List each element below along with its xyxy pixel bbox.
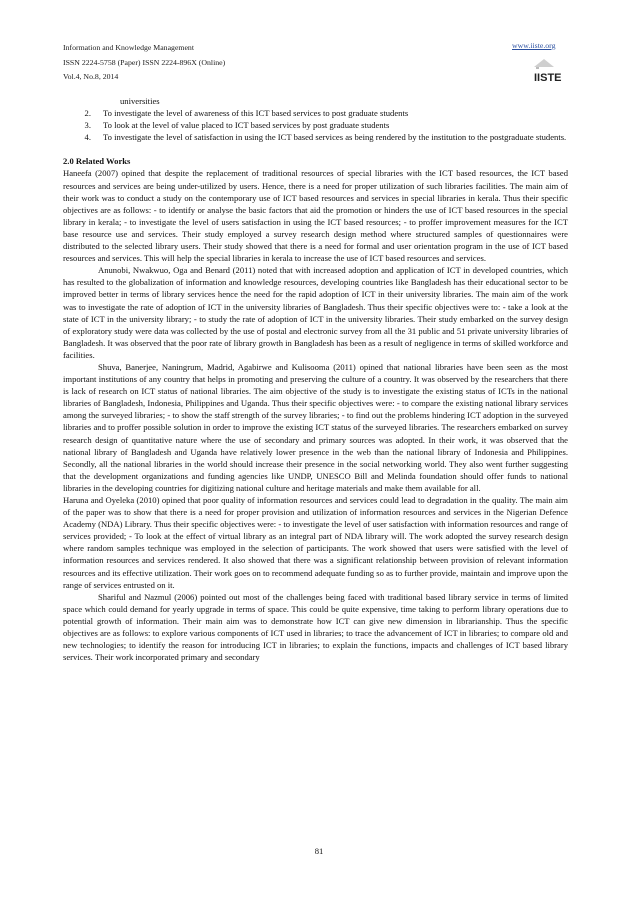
journal-header bbox=[63, 41, 225, 85]
journal-url-link[interactable]: www.iiste.org bbox=[512, 41, 556, 50]
list-item-number: 4. bbox=[84, 132, 91, 143]
iiste-logo bbox=[532, 57, 568, 83]
logo-text: IISTE bbox=[534, 72, 562, 83]
list-item-number: 3. bbox=[84, 120, 91, 131]
journal-title: Information and Knowledge Management bbox=[63, 43, 194, 52]
paragraph: Shariful and Nazmul (2006) pointed out most of the challenges being faced with traditional based library service in terms of limited space which could demand for yearly upgrade in terms of space. This could be quite expensive, time taking to perform library operations due to potential growth of information. Their main aim was to demonstrate how ICT can give new dimension in librarianship. Thus the specific objectives are as follows: to explore various components of ICT used in libraries; to trace the advancement of ICT in libraries; to compare old and new technologies; to identify the reason for introducing ICT in libraries; to explain the functions, impacts and challenges of ICT based library services. Their work incorporated primary and secondary bbox=[63, 591, 568, 663]
paragraph: Haruna and Oyeleka (2010) opined that poor quality of information resources and services could lead to degradation in the quality. The main aim of the paper was to show that there is a need for proper provision and utilization of information resources and services in the Nigerian Defence Academy (NDA) Library. Thus their specific objectives were: - to investigate the level of user satisfaction with information resources and range of services provided; - To look at the effect of virtual library as an integral part of NDA library will. The work adopted the survey research design where random samples technique was employed in the selection of participants. The work showed that users were satisfied with the level of information resources and services rendered. It also showed that there was a significant relationship between provision of relevant information resources and its effective utilization. Their work goes on to recommend adequate funding so as to further provide, maintain and improve upon the range of services entrusted on it. bbox=[63, 495, 568, 590]
page-body bbox=[63, 95, 568, 663]
list-item bbox=[63, 107, 568, 119]
paragraph: Shuva, Banerjee, Naningrum, Madrid, Agabirwe and Kulisooma (2011) opined that national libraries have been seen as the most important institutions of any country that helps in promoting and preserving the culture of a country. It was observed by the researchers that there is lack of research on ICT status of national libraries. The aim objective of the study is to investigate the existing status of ICTs in the national libraries of Bangladesh, Indonesia, Philippines and Uganda. Thus their specific objectives were: - to compare the existing national library services among the surveyed libraries; - to show the staff strength of the survey libraries; - to find out the problems hindering ICT adoption in the surveyed libraries and to proffer possible solution in order to improve the existing ICT status of the surveyed libraries. The researchers embarked on survey research design of quantitative nature where the use of secondary and primary sources was adopted. In their work, it was observed that the national library of Bangladesh and Uganda have relatively lower presence in the web than the national library of Indonesia and Philippines. Secondly, all the national libraries in the world should increase their presence in the social networking world. They also went further suggesting that the development organizations and funding agencies like UNDP, UNESCO Bill and Melinda foundation should offer funds to national libraries in the developing countries for digitizing national culture and heritage materials and make them available for all. bbox=[63, 361, 568, 493]
list-item-number: 2. bbox=[84, 108, 91, 119]
section-heading: 2.0 Related Works bbox=[63, 156, 131, 167]
list-item-text: To look at the level of value placed to ICT based services by post graduate students bbox=[103, 120, 390, 131]
list-continuation: universities bbox=[120, 96, 160, 106]
page-number: 81 bbox=[314, 846, 324, 856]
paragraph: Anunobi, Nwakwuo, Oga and Benard (2011) noted that with increased adoption and application of ICT in developed countries, which has resulted to the globalization of information and knowledge resources, developing countries like Bangladesh has their educational sector to be improved better in terms of library services hence the need for the rapid adoption of ICT in their university libraries. The main aim of the work was to investigate the rate of adoption of ICT in the university libraries of Bangladesh. Thus their specific objectives were to: - take a look at the state of ICT in the university library; - to study the rate of adoption of ICT in the university libraries. Their study embarked on the survey design of exploratory study were data was collected by the use of postal and electronic survey from all the 31 public and 51 private university libraries of Bangladesh. It was observed that the poor rate of library growth in Bangladesh has been as a result of negligence in terms of skilled workforce and facilities. bbox=[63, 265, 568, 360]
journal-volume: Vol.4, No.8, 2014 bbox=[63, 72, 119, 81]
list-item-text: To investigate the level of satisfaction in using the ICT based services as being rendered by the institution to the postgraduate students. bbox=[103, 132, 567, 143]
list-item bbox=[63, 119, 568, 131]
list-item bbox=[63, 131, 568, 143]
paragraph: Haneefa (2007) opined that despite the replacement of traditional resources of special libraries with the ICT based resources, the ICT based resources and services are being under-utilized by users. Hence, there is a need for proper utilization of such libraries facilities. The main aim of their work was to conduct a study on the contemporary use of ICT based resources and services in special libraries in kerala. Thus their specific objectives are as follows: - to identify or analyse the basic factors that aid the promotion or hinders the use of ICT based resources in the special library in kerala; - to investigate the level of users satisfaction in using the ICT based resources; - to proffer improvement measures for the ICT base resource use and services. Their study employed a survey research design method where structured samples of questionnaires were distributed to the selected library users. Their study showed that there is a need for formal and user orientation program in the use of ICT based resources and services. This will help the special libraries in kerala to increase the use of ICT based resources and services. bbox=[63, 168, 568, 264]
list-item-text: To investigate the level of awareness of this ICT based services to post graduate students bbox=[103, 108, 409, 119]
journal-issn: ISSN 2224-5758 (Paper) ISSN 2224-896X (Online) bbox=[63, 57, 226, 67]
